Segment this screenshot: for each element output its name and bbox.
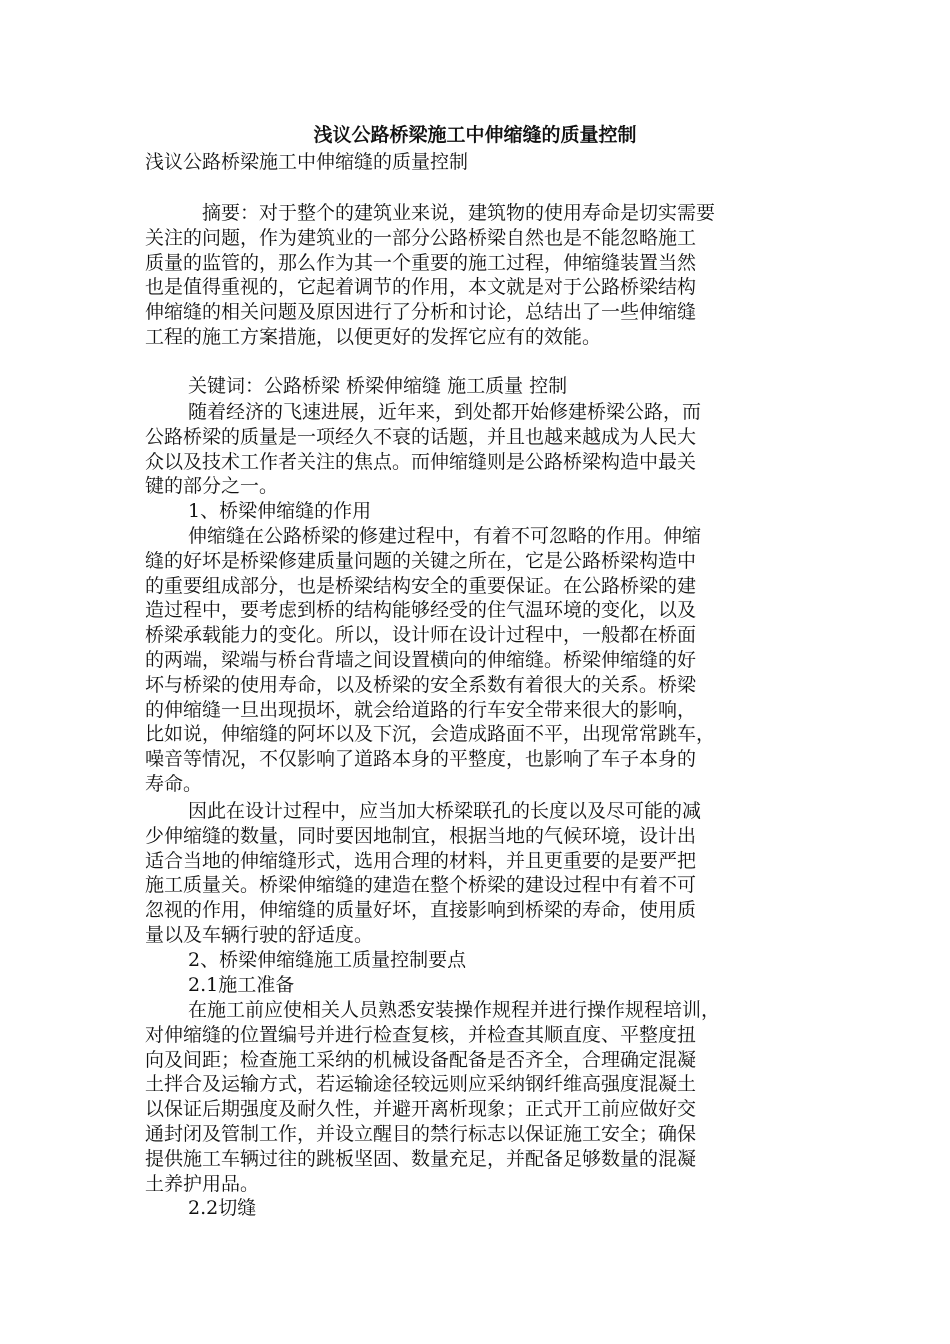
section-2-1-paragraph-line: 土养护用品。 — [145, 1172, 260, 1195]
section-1-heading: 1、桥梁伸缩缝的作用 — [188, 500, 372, 522]
section-1-paragraph-2-line: 忽视的作用，伸缩缝的质量好坏，直接影响到桥梁的寿命，使用质 — [145, 899, 697, 922]
section-2-1-paragraph-line: 提供施工车辆过往的跳板坚固、数量充足，并配备足够数量的混凝 — [145, 1147, 697, 1170]
abstract-paragraph-line: 质量的监管的，那么作为其一个重要的施工过程，伸缩缝装置当然 — [145, 251, 697, 274]
section-1-paragraph-1-line: 的重要组成部分，也是桥梁结构安全的重要保证。在公路桥梁的建 — [145, 574, 697, 597]
document-subtitle: 浅议公路桥梁施工中伸缩缝的质量控制 — [145, 151, 469, 173]
section-1-paragraph-1-line: 的伸缩缝一旦出现损坏，就会给道路的行车安全带来很大的影响， — [145, 698, 697, 721]
abstract-paragraph-line: 伸缩缝的相关问题及原因进行了分析和讨论，总结出了一些伸缩缝 — [145, 301, 697, 324]
section-1-paragraph-1-line: 寿命。 — [145, 773, 203, 795]
section-2-1-heading: 2.1施工准备 — [188, 974, 295, 996]
intro-paragraph-line: 公路桥梁的质量是一项经久不衰的话题，并且也越来越成为人民大 — [145, 425, 697, 448]
section-2-1-paragraph-line: 对伸缩缝的位置编号并进行检查复核，并检查其顺直度、平整度扭 — [145, 1023, 697, 1046]
section-1-paragraph-1-line: 噪音等情况，不仅影响了道路本身的平整度，也影响了车子本身的 — [145, 748, 697, 771]
section-1-paragraph-1-line: 比如说，伸缩缝的阿坏以及下沉，会造成路面不平，出现常常跳车， — [145, 723, 716, 746]
section-1-paragraph-1-line: 伸缩缝在公路桥梁的修建过程中，有着不可忽略的作用。伸缩 — [188, 525, 702, 547]
intro-paragraph-line: 键的部分之一。 — [145, 475, 279, 498]
section-1-paragraph-1-line: 缝的好坏是桥梁修建质量问题的关键之所在，它是公路桥梁构造中 — [145, 549, 697, 572]
section-2-1-paragraph-line: 土拌合及运输方式，若运输途径较远则应采纳钢纤维高强度混凝土 — [145, 1073, 697, 1096]
section-2-1-paragraph-line: 在施工前应使相关人员熟悉安装操作规程并进行操作规程培训， — [188, 999, 721, 1021]
abstract-paragraph-line: 也是值得重视的，它起着调节的作用，本文就是对于公路桥梁结构 — [145, 276, 697, 299]
abstract-paragraph-line: 摘要：对于整个的建筑业来说，建筑物的使用寿命是切实需要 — [202, 202, 716, 224]
section-1-paragraph-1-line: 桥梁承载能力的变化。所以，设计师在设计过程中，一般都在桥面 — [145, 624, 697, 647]
section-1-paragraph-2-line: 施工质量关。桥梁伸缩缝的建造在整个桥梁的建设过程中有着不可 — [145, 874, 697, 897]
intro-paragraph-line: 众以及技术工作者关注的焦点。而伸缩缝则是公路桥梁构造中最关 — [145, 450, 697, 473]
abstract-paragraph-line: 关注的问题，作为建筑业的一部分公路桥梁自然也是不能忽略施工 — [145, 226, 697, 249]
section-1-paragraph-2-line: 因此在设计过程中，应当加大桥梁联孔的长度以及尽可能的减 — [188, 800, 702, 822]
section-1-paragraph-1-line: 的两端，梁端与桥台背墙之间设置横向的伸缩缝。桥梁伸缩缝的好 — [145, 649, 697, 671]
document-title: 浅议公路桥梁施工中伸缩缝的质量控制 — [313, 124, 637, 146]
section-1-paragraph-2-line: 适合当地的伸缩缝形式，选用合理的材料，并且更重要的是要严把 — [145, 849, 697, 872]
keywords-line: 关键词：公路桥梁 桥梁伸缩缝 施工质量 控制 — [188, 375, 568, 397]
section-2-1-paragraph-line: 以保证后期强度及耐久性，并避开离析现象；正式开工前应做好交 — [145, 1098, 697, 1121]
section-2-2-heading: 2.2切缝 — [188, 1197, 257, 1219]
section-2-1-paragraph-line: 向及间距；检查施工采纳的机械设备配备是否齐全，合理确定混凝 — [145, 1048, 697, 1071]
section-1-paragraph-1-line: 造过程中，要考虑到桥的结构能够经受的住气温环境的变化，以及 — [145, 599, 697, 622]
section-2-1-paragraph-line: 通封闭及管制工作，并设立醒目的禁行标志以保证施工安全；确保 — [145, 1123, 697, 1145]
section-1-paragraph-1-line: 坏与桥梁的使用寿命，以及桥梁的安全系数有着很大的关系。桥梁 — [145, 673, 697, 696]
abstract-paragraph-line: 工程的施工方案措施，以便更好的发挥它应有的效能。 — [145, 326, 602, 348]
section-2-heading: 2、桥梁伸缩缝施工质量控制要点 — [188, 949, 467, 971]
section-1-paragraph-2-line: 量以及车辆行驶的舒适度。 — [145, 924, 374, 946]
section-1-paragraph-2-line: 少伸缩缝的数量，同时要因地制宜，根据当地的气候环境，设计出 — [145, 824, 697, 847]
intro-paragraph-line: 随着经济的飞速进展，近年来，到处都开始修建桥梁公路，而 — [188, 401, 702, 423]
